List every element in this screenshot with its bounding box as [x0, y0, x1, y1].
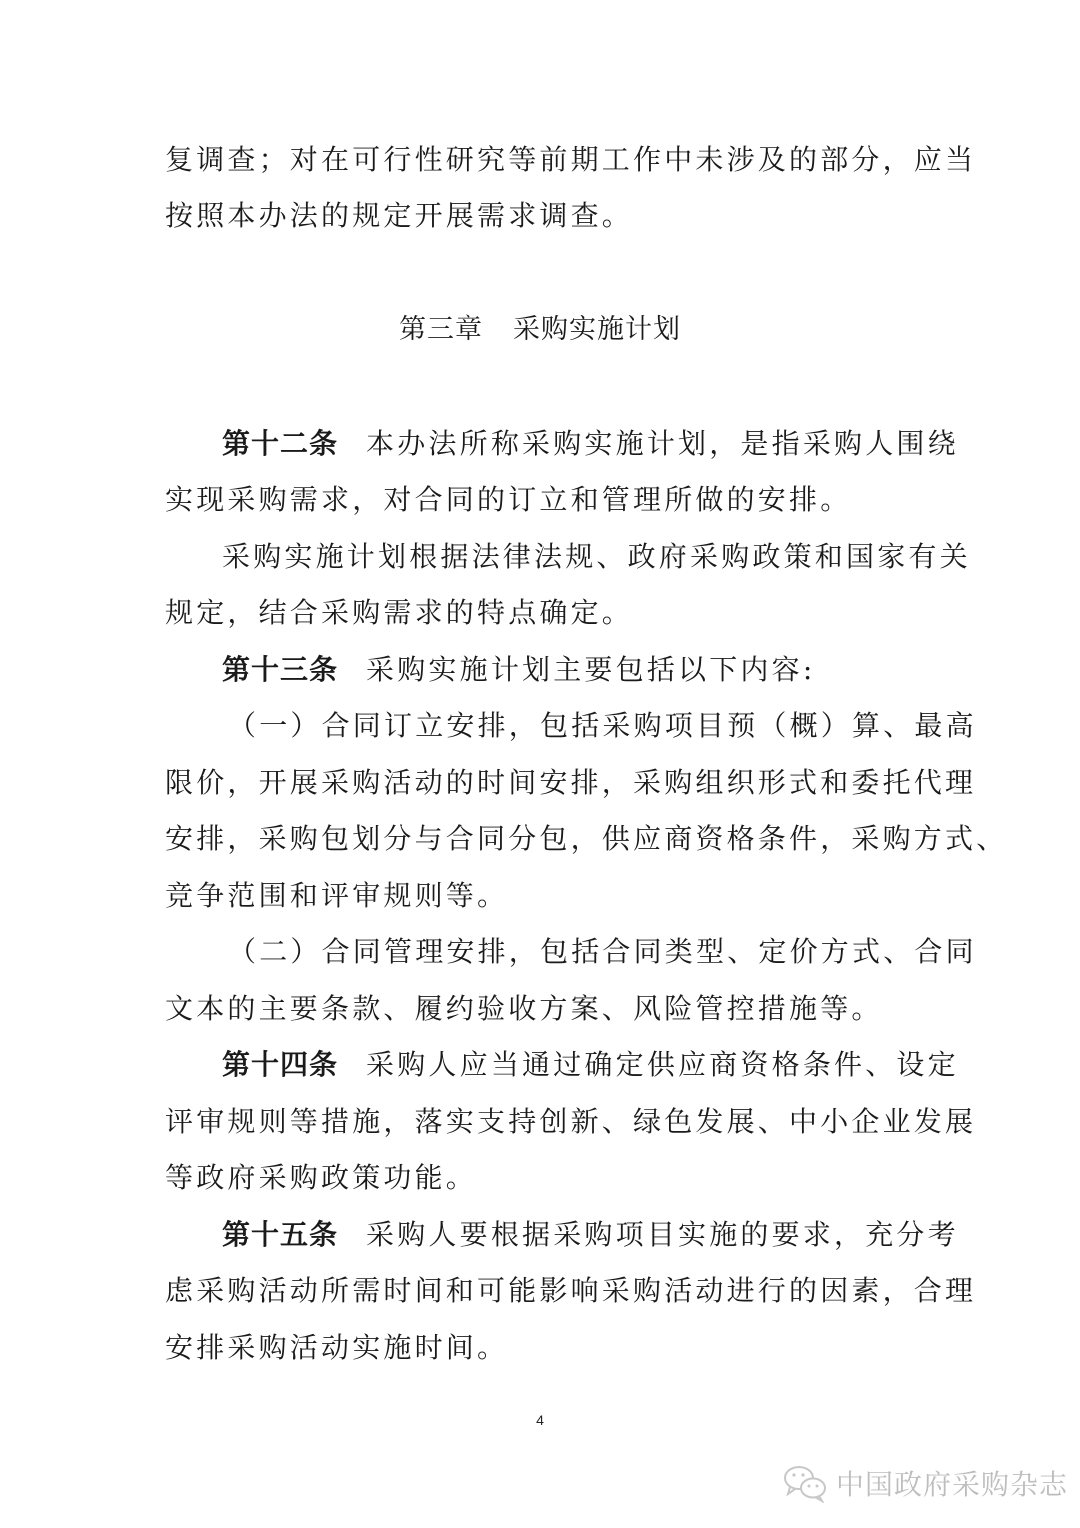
paragraph-line: 安排，采购包划分与合同分包，供应商资格条件，采购方式、 [165, 822, 1008, 855]
paragraph-line: 竞争范围和评审规则等。 [165, 879, 509, 912]
paragraph-line: 实现采购需求，对合同的订立和管理所做的安排。 [165, 483, 852, 516]
article-14 [222, 1045, 982, 1085]
paragraph-line: 安排采购活动实施时间。 [165, 1331, 509, 1364]
watermark-text: 中国政府采购杂志 [836, 1468, 1069, 1501]
article-text: 采购实施计划主要包括以下内容: [366, 653, 816, 686]
chapter-heading [0, 310, 1080, 350]
paragraph-line: （二）合同管理安排，包括合同类型、定价方式、合同 [228, 935, 977, 968]
page-number: 4 [536, 1412, 544, 1428]
article-label: 第十四条 [222, 1048, 339, 1081]
watermark [782, 1458, 1068, 1508]
wechat-icon [782, 1463, 830, 1503]
paragraph-line: 限价，开展采购活动的时间安排，采购组织形式和委托代理 [165, 766, 977, 799]
article-text: 采购人要根据采购项目实施的要求，充分考 [366, 1218, 959, 1251]
paragraph-line: 等政府采购政策功能。 [165, 1161, 478, 1194]
paragraph-line: 规定，结合采购需求的特点确定。 [165, 596, 634, 629]
article-text: 本办法所称采购实施计划，是指采购人围绕 [366, 427, 959, 460]
paragraph-line: 评审规则等措施，落实支持创新、绿色发展、中小企业发展 [165, 1105, 977, 1138]
article-label: 第十二条 [222, 427, 339, 460]
article-label: 第十三条 [222, 653, 339, 686]
paragraph-line: 按照本办法的规定开展需求调查。 [165, 199, 634, 232]
article-text: 采购人应当通过确定供应商资格条件、设定 [366, 1048, 959, 1081]
article-13 [222, 650, 982, 690]
article-12 [222, 424, 982, 464]
chapter-number: 第三章 [399, 314, 483, 345]
article-label: 第十五条 [222, 1218, 339, 1251]
paragraph-line: 复调查；对在可行性研究等前期工作中未涉及的部分，应当 [165, 143, 977, 176]
article-15 [222, 1215, 982, 1255]
paragraph-line: （一）合同订立安排，包括采购项目预（概）算、最高 [228, 709, 977, 742]
paragraph-line: 文本的主要条款、履约验收方案、风险管控措施等。 [165, 992, 883, 1025]
paragraph-line: 采购实施计划根据法律法规、政府采购政策和国家有关 [222, 540, 971, 573]
chapter-title: 采购实施计划 [513, 314, 681, 345]
paragraph-line: 虑采购活动所需时间和可能影响采购活动进行的因素，合理 [165, 1274, 977, 1307]
